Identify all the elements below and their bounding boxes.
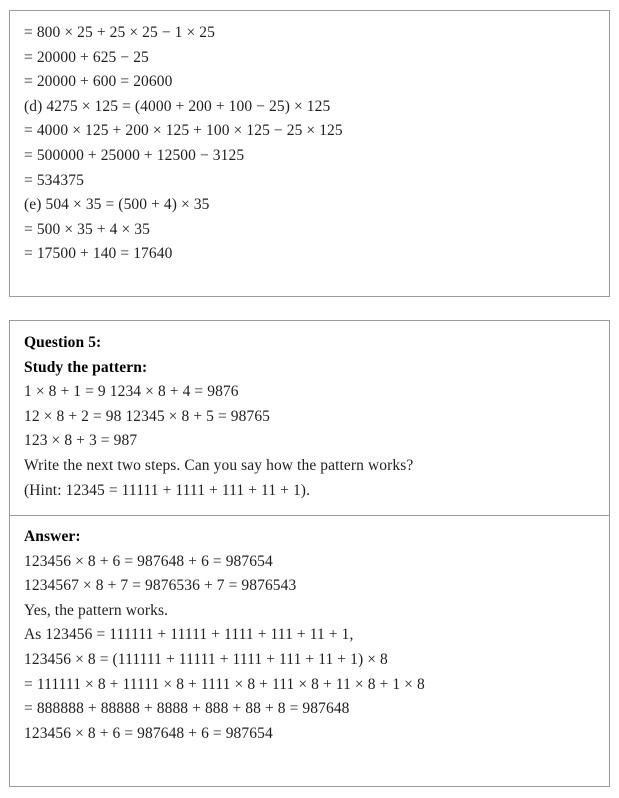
pattern-line: 12 × 8 + 2 = 98 12345 × 8 + 5 = 98765 bbox=[24, 407, 271, 425]
solution-line: = 20000 + 625 − 25 bbox=[24, 48, 149, 66]
answer-line: As 123456 = 111111 + 11111 + 1111 + 111 + 11 + 1, bbox=[24, 626, 354, 644]
answer-line: 123456 × 8 + 6 = 987648 + 6 = 987654 bbox=[24, 724, 273, 742]
solution-line: = 4000 × 125 + 200 × 125 + 100 × 125 − 25 × 125 bbox=[24, 122, 343, 140]
question-answer-box bbox=[9, 320, 610, 787]
solutions-body bbox=[10, 11, 609, 275]
answer-line: 1234567 × 8 + 7 = 9876536 + 7 = 9876543 bbox=[24, 577, 297, 595]
question-instruction: Write the next two steps. Can you say how the pattern works? bbox=[24, 456, 414, 474]
question-hint: (Hint: 12345 = 11111 + 1111 + 111 + 11 + 1). bbox=[24, 481, 311, 499]
answer-line: 123456 × 8 + 6 = 987648 + 6 = 987654 bbox=[24, 552, 273, 570]
answer-line: Yes, the pattern works. bbox=[24, 601, 169, 619]
answer-line: = 111111 × 8 + 11111 × 8 + 1111 × 8 + 111 × 8 + 11 × 8 + 1 × 8 bbox=[24, 675, 425, 693]
solution-line: = 500000 + 25000 + 12500 − 3125 bbox=[24, 146, 245, 164]
solution-line: = 500 × 35 + 4 × 35 bbox=[24, 220, 150, 238]
question-heading: Question 5: bbox=[24, 334, 102, 351]
solution-line: = 534375 bbox=[24, 171, 84, 189]
answer-section bbox=[10, 516, 609, 754]
question-section bbox=[10, 321, 609, 516]
solution-line: = 17500 + 140 = 17640 bbox=[24, 245, 173, 263]
answer-line: = 888888 + 88888 + 8888 + 888 + 88 + 8 = 987648 bbox=[24, 700, 350, 718]
solution-line: (e) 504 × 35 = (500 + 4) × 35 bbox=[24, 196, 210, 214]
solution-line: (d) 4275 × 125 = (4000 + 200 + 100 − 25) × 125 bbox=[24, 97, 331, 115]
solutions-box bbox=[9, 10, 610, 297]
solution-line: = 20000 + 600 = 20600 bbox=[24, 73, 173, 91]
solution-line: = 800 × 25 + 25 × 25 − 1 × 25 bbox=[24, 24, 215, 41]
pattern-line: 1 × 8 + 1 = 9 1234 × 8 + 4 = 9876 bbox=[24, 383, 239, 401]
answer-heading: Answer: bbox=[24, 528, 81, 545]
study-pattern-heading: Study the pattern: bbox=[24, 358, 148, 376]
answer-line: 123456 × 8 = (111111 + 11111 + 1111 + 111 + 11 + 1) × 8 bbox=[24, 650, 388, 668]
pattern-line: 123 × 8 + 3 = 987 bbox=[24, 432, 138, 450]
